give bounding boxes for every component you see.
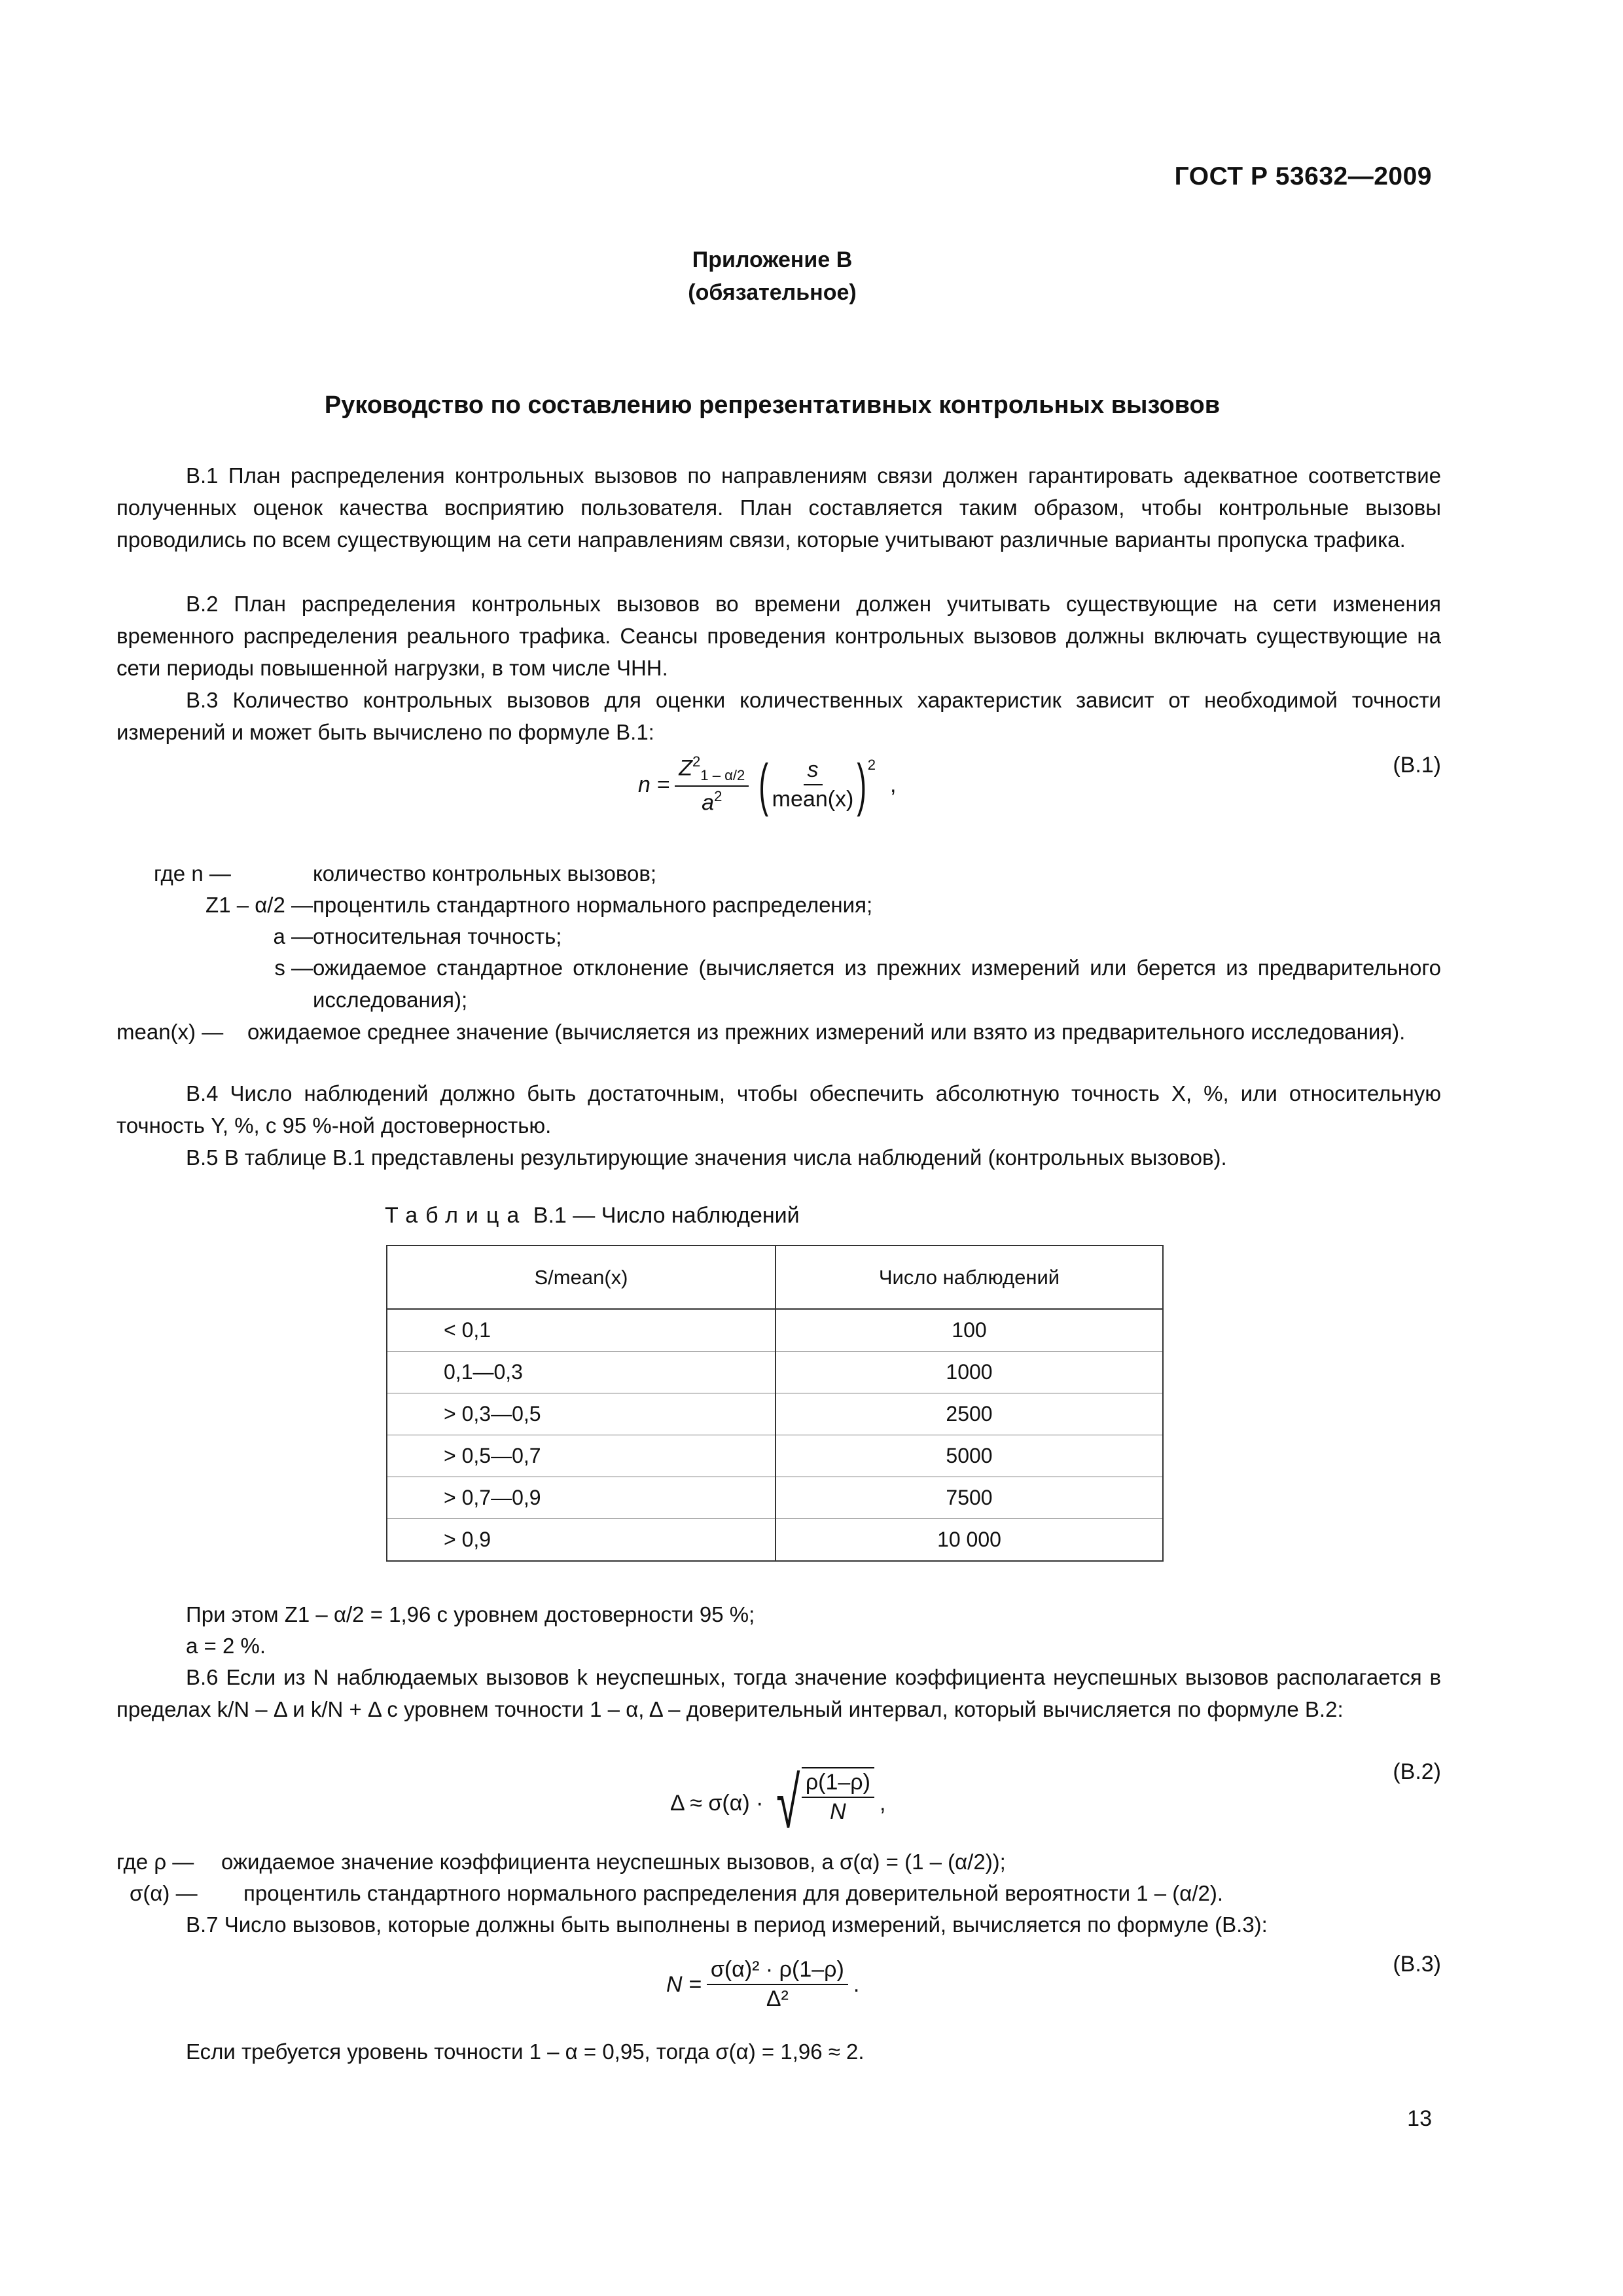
formula-b3-tail: . [853,1971,860,1997]
table-cell-count: 5000 [776,1435,1163,1477]
final-line: Если требуется уровень точности 1 – α = 0,95, тогда σ(α) = 1,96 ≈ 2. [186,2039,865,2064]
formula-b1-z-sub: 1 – α/2 [700,767,745,784]
formula-b3 [666,1957,859,2012]
table-cell-ratio: 0,1—0,3 [387,1352,776,1393]
table-row [387,1477,1163,1519]
appendix-title: Приложение В [692,247,853,272]
paragraph-b3: В.3 Количество контрольных вызовов для оценки количественных характеристик зависит от необходимой точности измерений и может быть вычислено по формуле В.1: [116,688,1441,744]
definition-term: где ρ — [116,1850,194,1874]
page-number: 13 [1407,2106,1432,2131]
table-cell-count: 100 [776,1309,1163,1352]
definition-text: ожидаемое стандартное отклонение (вычисляется из прежних измерений или берется из предварительного исследования); [313,956,1441,1012]
formula-b1-mean: mean(x) [772,787,854,812]
paragraph-b7: В.7 Число вызовов, которые должны быть выполнены в период измерений, вычисляется по формуле (В.3): [186,1912,1268,1937]
table-cell-count: 2500 [776,1393,1163,1435]
definition-text: количество контрольных вызовов; [313,861,657,886]
definition-term: Z1 – α/2 — [205,893,313,917]
definition-term: a — [273,924,313,948]
table-caption-text: В.1 — Число наблюдений [533,1203,800,1228]
definition-text: относительная точность; [313,924,562,948]
paragraph-b5: В.5 В таблице В.1 представлены результирующие значения числа наблюдений (контрольных вызовов). [186,1145,1227,1170]
formula-b3-fraction [707,1957,848,2012]
definition-text: ожидаемое значение коэффициента неуспешных вызовов, а σ(α) = (1 – (α/2)); [221,1850,1006,1874]
table-header-count: Число наблюдений [776,1246,1163,1309]
formula-b3-lhs: N = [666,1971,702,1997]
formula-b1-z: Z [679,755,692,781]
table-caption-word: Таблица [385,1203,527,1228]
definition-text: ожидаемое среднее значение (вычисляется из прежних измерений или взято из предварительного исследования). [247,1020,1406,1044]
formula-b1-s: s [804,757,823,785]
formula-b1-z-power: 2 [692,753,701,770]
formula-b3-label: (В.3) [1393,1952,1441,1977]
formula-b1-s-fraction [772,757,854,812]
definition-text: процентиль стандартного нормального распределения для доверительной вероятности 1 – (α/2). [243,1881,1224,1905]
formula-b2-label: (В.2) [1393,1759,1441,1784]
paragraph-b4: В.4 Число наблюдений должно быть достаточным, чтобы обеспечить абсолютную точность X, %, или относительную точность Y, %, с 95 %-ной достоверностью. [116,1081,1441,1138]
table-cell-ratio: > 0,5—0,7 [387,1435,776,1477]
definition-term: σ(α) — [130,1881,198,1905]
definition-term: mean(x) — [116,1020,224,1044]
table-row [387,1352,1163,1393]
table-cell-ratio: > 0,9 [387,1519,776,1562]
formula-b2-den: N [830,1799,846,1824]
appendix-status: (обязательное) [688,280,857,305]
table-cell-count: 7500 [776,1477,1163,1519]
document-code: ГОСТ Р 53632—2009 [1174,162,1432,190]
paragraph-b6: В.6 Если из N наблюдаемых вызовов k неуспешных, тогда значение коэффициента неуспешных вызовов располагается в пределах k/N – Δ и k/N + Δ с уровнем точности 1 – α, Δ – доверительный интервал, который вычисляется по формуле В.2: [116,1665,1441,1721]
table-cell-ratio: < 0,1 [387,1309,776,1352]
formula-b3-den: Δ² [766,1986,789,2011]
formula-b3-num: σ(α)² · ρ(1–ρ) [707,1957,848,1985]
table-cell-count: 1000 [776,1352,1163,1393]
formula-b1-a: a [702,790,715,816]
formula-b2-tail: , [879,1790,886,1816]
paragraph-b1: В.1 План распределения контрольных вызовов по направлениям связи должен гарантировать адекватное соответствие полученных оценок качества восприятию пользователя. План составляется таким образом, чтобы контрольные вызовы проводились по всем существующим на сети направлениям связи, которые учитывают различные варианты пропуска трафика. [116,463,1441,552]
table-row [387,1435,1163,1477]
observations-table [386,1245,1164,1562]
definition-term: s — [274,956,313,980]
section-title: Руководство по составлению репрезентативных контрольных вызовов [324,391,1221,419]
after-table-line-1: При этом Z1 – α/2 = 1,96 с уровнем достоверности 95 %; [186,1602,755,1626]
formula-b2-sqrt: √ $\frac{\rho(1-\rho)}{N}$ [768,1767,874,1839]
table-row [387,1309,1163,1352]
definition-term: где n — [154,861,231,886]
table-header-ratio: S/mean(x) [387,1246,776,1309]
formula-b1: n = $\frac{Z^2_{1 - \alpha/2}}{a^2}$ ( $\frac{s}{\text{mean(x)}}$ ) 2 , [638,752,897,817]
table-cell-ratio: > 0,3—0,5 [387,1393,776,1435]
table-row [387,1519,1163,1562]
definition-text: процентиль стандартного нормального распределения; [313,893,873,917]
formula-b1-tail: , [889,772,897,797]
formula-b1-lhs: n = [638,772,670,797]
formula-b2-fraction [802,1770,874,1825]
table-caption [385,1203,800,1229]
formula-b2 [670,1763,886,1843]
paragraph-b2: В.2 План распределения контрольных вызовов во времени должен учитывать существующие на сети изменения временного распределения реального трафика. Сеансы проведения контрольных вызовов должны включать существующие на сети периоды повышенной нагрузки, в том числе ЧНН. [116,592,1441,680]
table-header-row [387,1246,1163,1309]
table-cell-count: 10 000 [776,1519,1163,1562]
formula-b2-lhs: Δ ≈ σ(α) · [670,1790,764,1816]
table-row [387,1393,1163,1435]
table-cell-ratio: > 0,7—0,9 [387,1477,776,1519]
after-table-line-2: a = 2 %. [186,1634,266,1658]
formula-b1-outer-power: 2 [867,757,876,773]
formula-b1-label: (В.1) [1393,753,1441,778]
formula-b1-z-fraction: $\frac{Z^2_{1 - \alpha/2}}{a^2}$ [675,753,749,816]
formula-b2-num: ρ(1–ρ) [802,1770,874,1798]
